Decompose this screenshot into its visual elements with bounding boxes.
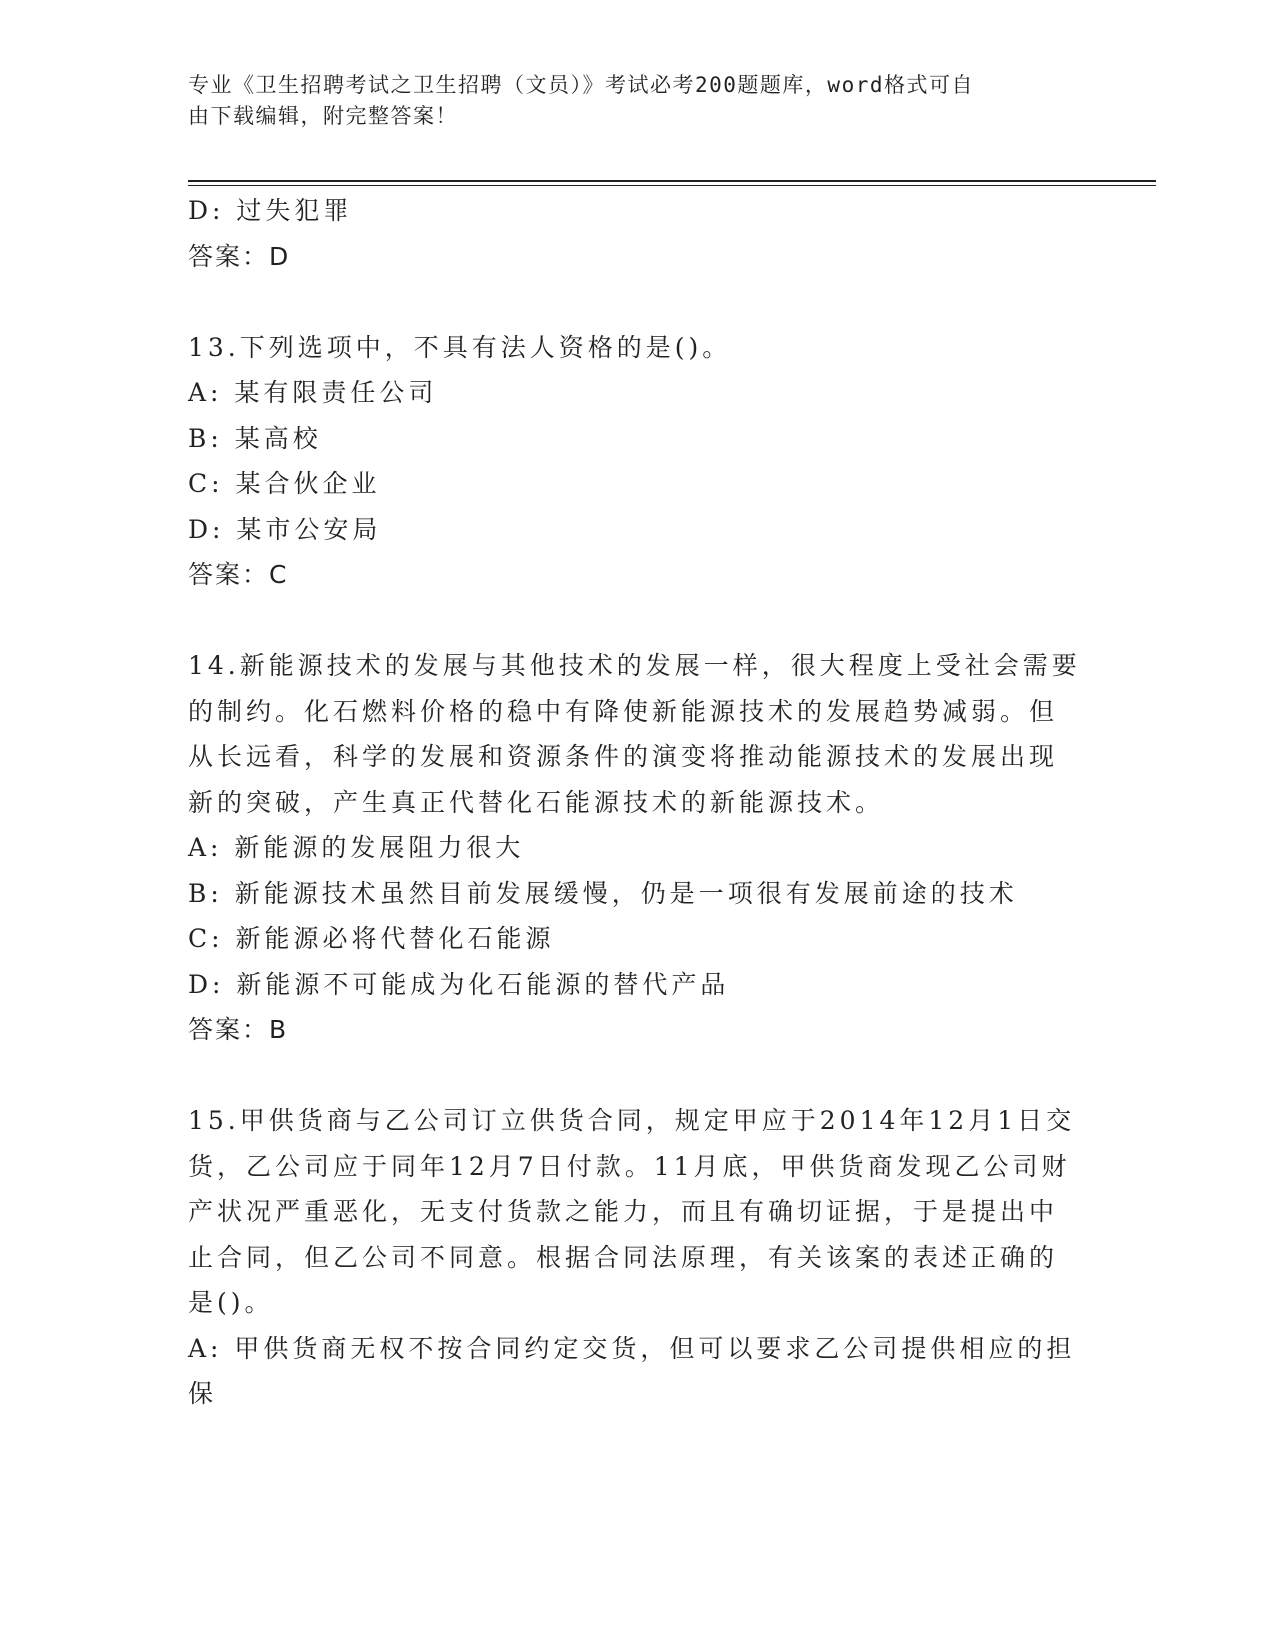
- prev-option-d: D: 过失犯罪: [188, 196, 353, 225]
- q14-option-b: B: 新能源技术虽然目前发展缓慢，仍是一项很有发展前途的技术: [188, 878, 1018, 908]
- q14-option-c: C: 新能源必将代替化石能源: [188, 924, 555, 953]
- spacer: [188, 279, 1088, 325]
- prev-answer: 答案：D: [188, 241, 291, 271]
- q13-option-d: D: 某市公安局: [188, 514, 382, 544]
- document-body: [188, 188, 1088, 1417]
- q15-question-line: 产状况严重恶化，无支付货款之能力，而且有确切证据，于是提出中: [188, 1197, 1059, 1226]
- q14-answer: 答案：B: [188, 1015, 289, 1044]
- q13-answer: 答案：C: [188, 560, 289, 589]
- q15-question-line: 止合同，但乙公司不同意。根据合同法原理，有关该案的表述正确的: [188, 1242, 1059, 1272]
- q14-question-line: 的制约。化石燃料价格的稳中有降使新能源技术的发展趋势减弱。但: [188, 696, 1059, 726]
- spacer: [188, 1053, 1088, 1099]
- q14-question-line: 从长远看，科学的发展和资源条件的演变将推动能源技术的发展出现: [188, 742, 1059, 771]
- spacer: [188, 598, 1088, 644]
- q15-question-line: 是()。: [188, 1288, 274, 1317]
- header-line-2: 由下载编辑，附完整答案！: [188, 104, 458, 128]
- q13-option-a: A: 某有限责任公司: [188, 378, 438, 407]
- q13-question: 13.下列选项中，不具有法人资格的是()。: [188, 332, 732, 362]
- page-header: [188, 70, 1068, 132]
- q14-question-line: 14.新能源技术的发展与其他技术的发展一样，很大程度上受社会需要: [188, 651, 1081, 680]
- header-rule-thick: [188, 180, 1156, 182]
- q14-question-line: 新的突破，产生真正代替化石能源技术的新能源技术。: [188, 787, 885, 817]
- q15-question-line: 15.甲供货商与乙公司订立供货合同，规定甲应于2014年12月1日交: [188, 1106, 1076, 1135]
- q14-option-d: D: 新能源不可能成为化石能源的替代产品: [188, 969, 730, 999]
- header-rule-thin: [188, 185, 1156, 186]
- q15-option-a-line: A: 甲供货商无权不按合同约定交货，但可以要求乙公司提供相应的担: [188, 1333, 1076, 1363]
- q14-option-a: A: 新能源的发展阻力很大: [188, 833, 525, 862]
- q13-option-b: B: 某高校: [188, 423, 322, 453]
- header-line-1: 专业《卫生招聘考试之卫生招聘（文员）》考试必考200题题库，word格式可自: [188, 73, 974, 97]
- q15-option-a-line: 保: [188, 1379, 218, 1408]
- q13-option-c: C: 某合伙企业: [188, 469, 381, 498]
- q15-question-line: 货，乙公司应于同年12月7日付款。11月底，甲供货商发现乙公司财: [188, 1151, 1071, 1181]
